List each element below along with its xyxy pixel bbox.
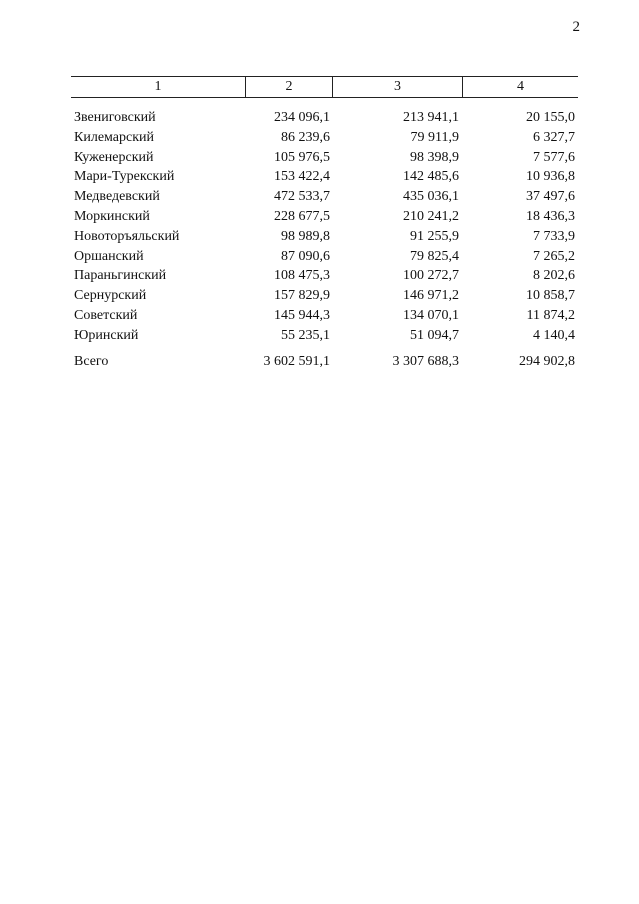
total-row [71, 352, 578, 372]
table-row [71, 108, 578, 128]
table-row [71, 128, 578, 148]
table-row [71, 167, 578, 187]
table-row [71, 247, 578, 267]
table-body [71, 108, 578, 371]
value-col-4: 7 733,9 [533, 228, 575, 244]
district-name: Моркинский [74, 208, 150, 224]
value-col-3: 435 036,1 [403, 189, 459, 205]
value-col-2: 105 976,5 [274, 149, 330, 165]
value-col-3: 51 094,7 [410, 327, 459, 343]
value-col-3: 213 941,1 [403, 110, 459, 125]
table-header-row [71, 76, 578, 98]
column-header-3: 3 [332, 77, 462, 97]
value-col-2: 98 989,8 [281, 228, 330, 244]
total-col-2: 3 602 591,1 [263, 353, 330, 369]
table-row [71, 207, 578, 227]
value-col-4: 11 874,2 [526, 307, 575, 323]
district-name: Параньгинский [74, 268, 167, 284]
table-row [71, 326, 578, 346]
budget-table [71, 76, 578, 371]
value-col-3: 134 070,1 [403, 307, 459, 323]
district-name: Оршанский [74, 248, 144, 264]
table-row [71, 306, 578, 326]
value-col-3: 91 255,9 [410, 228, 459, 244]
value-col-4: 10 858,7 [526, 288, 575, 304]
value-col-3: 146 971,2 [403, 288, 459, 304]
value-col-3: 98 398,9 [410, 149, 459, 165]
value-col-4: 6 327,7 [533, 129, 575, 145]
value-col-4: 10 936,8 [526, 169, 575, 185]
value-col-3: 210 241,2 [403, 208, 459, 224]
value-col-2: 55 235,1 [281, 327, 330, 343]
district-name: Юринский [74, 327, 139, 343]
value-col-2: 153 422,4 [274, 169, 330, 185]
value-col-2: 228 677,5 [274, 208, 330, 224]
total-col-3: 3 307 688,3 [392, 353, 459, 369]
value-col-3: 79 825,4 [410, 248, 459, 264]
value-col-2: 145 944,3 [274, 307, 330, 323]
page-number: 2 [572, 19, 580, 35]
table-row [71, 187, 578, 207]
value-col-3: 100 272,7 [403, 268, 459, 284]
value-col-3: 142 485,6 [403, 169, 459, 185]
table-row [71, 266, 578, 286]
value-col-3: 79 911,9 [410, 129, 459, 145]
district-name: Сернурский [74, 288, 147, 304]
value-col-4: 8 202,6 [533, 268, 575, 284]
value-col-2: 108 475,3 [274, 268, 330, 284]
table-row [71, 227, 578, 247]
value-col-4: 7 577,6 [533, 149, 575, 165]
total-col-4: 294 902,8 [519, 353, 575, 369]
value-col-2: 157 829,9 [274, 288, 330, 304]
table-row [71, 148, 578, 168]
value-col-4: 20 155,0 [526, 110, 575, 125]
column-header-1: 1 [154, 79, 162, 94]
value-col-4: 4 140,4 [533, 327, 575, 343]
district-name: Куженерский [74, 149, 154, 165]
district-name: Медведевский [74, 189, 160, 205]
value-col-2: 87 090,6 [281, 248, 330, 264]
table-row [71, 286, 578, 306]
value-col-4: 7 265,2 [533, 248, 575, 264]
district-name: Килемарский [74, 129, 155, 145]
column-header-2: 2 [245, 77, 332, 97]
value-col-2: 234 096,1 [274, 110, 330, 125]
total-label: Всего [74, 353, 109, 369]
value-col-2: 472 533,7 [274, 189, 330, 205]
value-col-2: 86 239,6 [281, 129, 330, 145]
column-header-4: 4 [462, 77, 578, 97]
value-col-4: 18 436,3 [526, 208, 575, 224]
district-name: Новоторъяльский [74, 228, 180, 244]
district-name: Мари-Турекский [74, 169, 175, 185]
district-name: Звениговский [74, 110, 156, 125]
value-col-4: 37 497,6 [526, 189, 575, 205]
district-name: Советский [74, 307, 138, 323]
